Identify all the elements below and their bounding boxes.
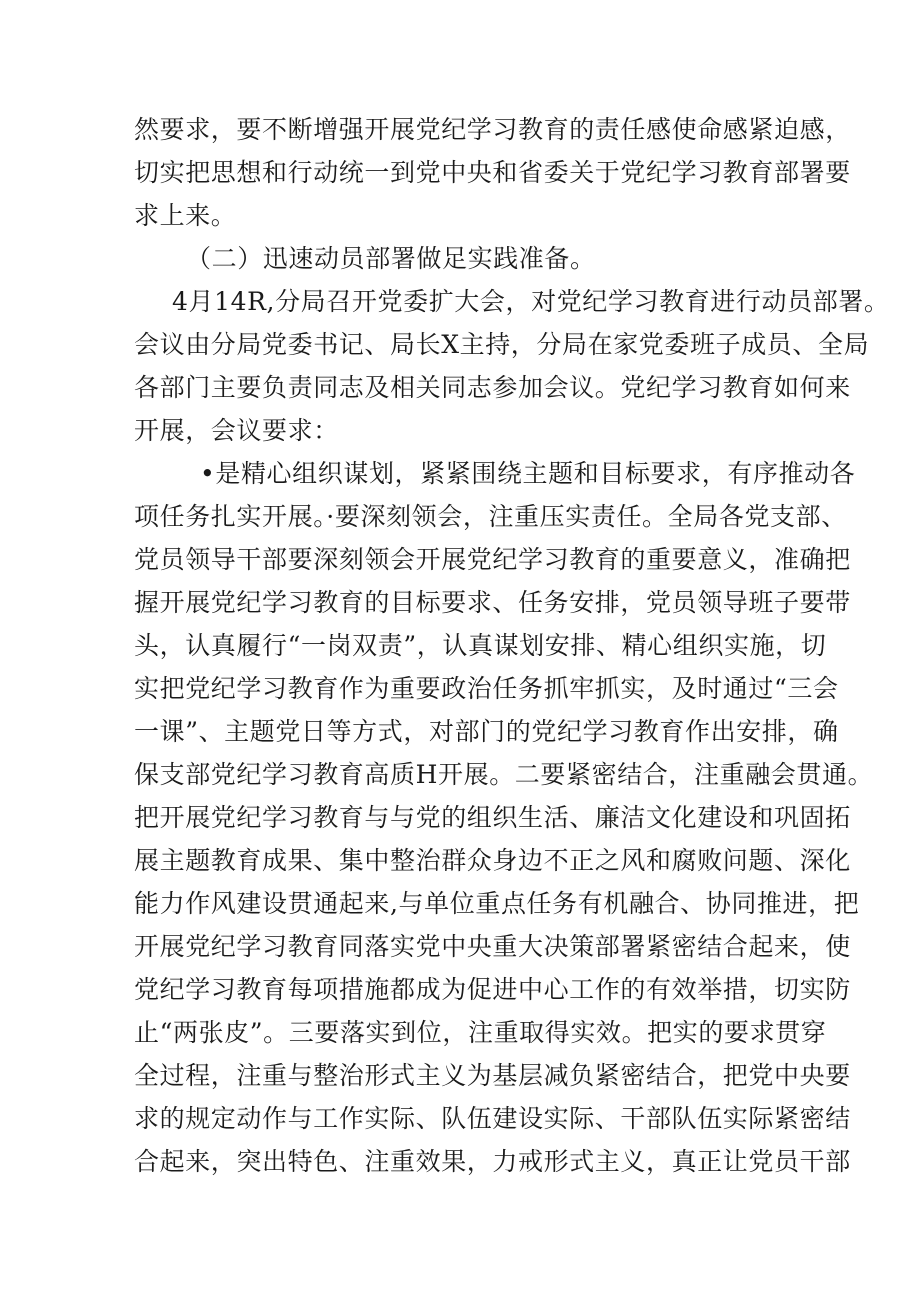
text-line: 能力作风建设贯通起来,与单位重点任务有机融合、协同推进，把 [134,889,860,918]
text-line: 展主题教育成果、集中整治群众身边不正之风和腐败问题、深化 [134,846,851,875]
text-line: 合起来，突出特色、注重效果，力戒形式主义，真正让党员干部 [134,1147,851,1176]
text-line: 求上来。 [134,201,237,230]
text-line: 会议由分局党委书记、局长X主持，分局在家党委班子成员、全局 [134,330,870,359]
section-heading: （二）迅速动员部署做足实践准备。 [186,244,596,273]
text-line: 切实把思想和行动统一到党中央和省委关于党纪学习教育部署要 [134,158,851,187]
text-line: 保支部党纪学习教育高质H开展。二要紧密结合，注重融会贯通。 [134,760,874,789]
text-line: 党纪学习教育每项措施都成为促进中心工作的有效举措，切实防 [134,975,851,1004]
text-line: 全过程，注重与整治形式主义为基层减负紧密结合，把党中央要 [134,1061,851,1090]
text-line: 握开展党纪学习教育的目标要求、任务安排，党员领导班子要带 [134,588,851,617]
text-line: 各部门主要负责同志及相关同志参加会议。党纪学习教育如何来 [134,373,851,402]
text-line: 实把党纪学习教育作为重要政治任务抓牢抓实，及时通过“三会 [134,674,839,703]
text-line: 项任务扎实开展。·要深刻领会，注重压实责任。全局各党支部、 [134,502,847,531]
text-line: 把开展党纪学习教育与与党的组织生活、廉洁文化建设和巩固拓 [134,803,851,832]
text-line: •是精心组织谋划，紧紧围绕主题和目标要求，有序推动各 [200,459,856,488]
text-line: 止“两张皮”。三要落实到位，注重取得实效。把实的要求贯穿 [134,1018,827,1047]
text-line: 然要求，要不断增强开展党纪学习教育的责任感使命感紧迫感， [134,115,851,144]
text-line: 4月14R,分局召开党委扩大会，对党纪学习教育进行动员部署。 [172,287,890,316]
text-line: 开展党纪学习教育同落实党中央重大决策部署紧密结合起来，使 [134,932,851,961]
text-line: 头，认真履行“一岗双责”，认真谋划安排、精心组织实施，切 [134,631,827,660]
text-line: 一课”、主题党日等方式，对部门的党纪学习教育作出安排，确 [134,717,839,746]
text-line: 党员领导干部要深刻领会开展党纪学习教育的重要意义，准确把 [134,545,851,574]
text-line: 求的规定动作与工作实际、队伍建设实际、干部队伍实际紧密结 [134,1104,851,1133]
text-line: 开展，会议要求： [134,416,339,445]
